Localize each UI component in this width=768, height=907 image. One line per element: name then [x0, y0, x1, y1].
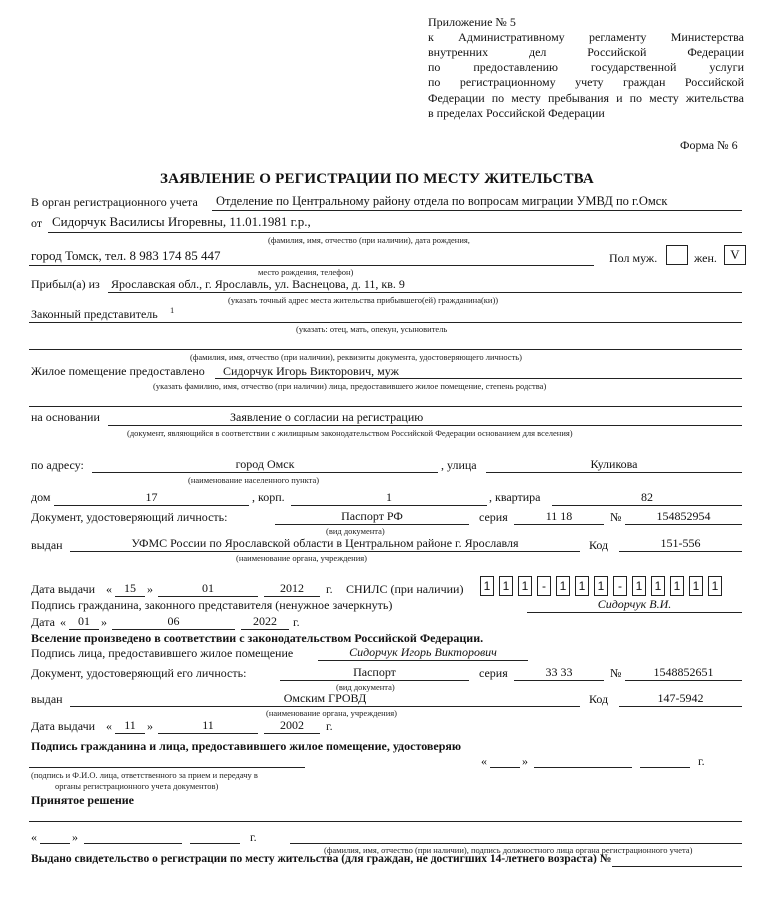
- id-doc-series-value[interactable]: 11 18: [545, 509, 573, 523]
- representative-details-hint: (фамилия, имя, отчество (при наличии), реквизиты документа, удостоверяющего личность): [190, 352, 522, 362]
- provider-doc-issued-label: выдан: [31, 692, 63, 706]
- id-doc-month-value[interactable]: 01: [202, 581, 214, 595]
- snils-cell[interactable]: 1: [480, 576, 494, 596]
- quote-open: «: [106, 582, 112, 596]
- arrived-hint: (указать точный адрес места жительства прибывшего(ей) гражданина(ки)): [228, 295, 499, 305]
- address-street-underline: [486, 472, 742, 473]
- form-title: ЗАЯВЛЕНИЕ О РЕГИСТРАЦИИ ПО МЕСТУ ЖИТЕЛЬСТВА: [160, 171, 594, 187]
- organ-underline: [212, 210, 742, 211]
- form-number: Форма № 6: [680, 138, 738, 152]
- snils-cell[interactable]: -: [613, 576, 627, 596]
- snils-cell[interactable]: 1: [594, 576, 608, 596]
- address-city-hint: (наименование населенного пункта): [188, 475, 320, 485]
- applicant-name-value[interactable]: Сидорчук Василисы Игоревны, 11.01.1981 г.р.,: [52, 214, 311, 229]
- snils-cell[interactable]: 1: [632, 576, 646, 596]
- appendix-line: к Административному регламенту Министерства: [428, 30, 744, 44]
- provider-doc-issued-hint: (наименование органа, учреждения): [266, 708, 398, 718]
- house-label: дом: [31, 490, 51, 504]
- quote-close: »: [522, 754, 528, 768]
- provider-doc-number-label: №: [610, 666, 622, 680]
- provider-doc-number-value[interactable]: 1548852651: [653, 665, 714, 679]
- quote-close: »: [101, 615, 107, 629]
- decision-official-underline[interactable]: [290, 843, 742, 844]
- certify-year-suffix: г.: [698, 754, 705, 768]
- id-doc-number-underline: [625, 524, 742, 525]
- id-doc-number-value[interactable]: 154852954: [656, 509, 711, 523]
- signature-day-underline: [69, 629, 99, 630]
- provider-doc-code-value[interactable]: 147-5942: [657, 691, 704, 705]
- arrived-underline: [108, 292, 742, 293]
- arrived-value[interactable]: Ярославская обл., г. Ярославль, ул. Васнецова, д. 11, кв. 9: [111, 277, 405, 291]
- snils-cell[interactable]: 1: [708, 576, 722, 596]
- id-doc-issued-hint: (наименование органа, учреждения): [236, 553, 368, 563]
- certificate-label: Выдано свидетельство о регистрации по месту жительства (для граждан, не достигших 14-летнего возраста) №: [31, 853, 612, 865]
- id-doc-number-label: №: [610, 510, 622, 524]
- provider-doc-code-label: Код: [589, 692, 609, 706]
- appendix-title: Приложение № 5: [428, 15, 516, 29]
- signature-month-underline: [112, 629, 235, 630]
- id-doc-day-underline: [115, 596, 145, 597]
- representative-label: Законный представитель: [31, 307, 158, 321]
- quote-open: «: [31, 830, 37, 844]
- corp-value[interactable]: 1: [386, 490, 392, 504]
- flat-underline: [552, 505, 742, 506]
- flat-value[interactable]: 82: [641, 490, 653, 504]
- quote-open: «: [481, 754, 487, 768]
- provider-doc-year-value[interactable]: 2002: [280, 718, 304, 732]
- appendix-line: по регистрационному учету граждан Российской: [428, 75, 744, 89]
- organ-label: В орган регистрационного учета: [31, 195, 198, 209]
- id-doc-code-value[interactable]: 151-556: [660, 536, 701, 550]
- snils-cell[interactable]: 1: [499, 576, 513, 596]
- representative-details-underline: [29, 349, 742, 350]
- sex-male-label: Пол муж.: [609, 251, 658, 265]
- signature-year-value[interactable]: 2022: [253, 614, 277, 628]
- id-doc-issued-label: выдан: [31, 538, 63, 552]
- arrived-label: Прибыл(а) из: [31, 277, 100, 291]
- address-label: по адресу:: [31, 458, 84, 472]
- housing-value[interactable]: Сидорчук Игорь Викторович, муж: [223, 364, 399, 378]
- signature-year-underline: [241, 629, 289, 630]
- certify-hint: (подпись и Ф.И.О. лица, ответственного за прием и передачу в: [31, 770, 258, 780]
- decision-label: Принятое решение: [31, 793, 135, 807]
- quote-open: «: [106, 719, 112, 733]
- quote-open: «: [60, 615, 66, 629]
- snils-cell[interactable]: -: [537, 576, 551, 596]
- decision-month-underline[interactable]: [84, 843, 182, 844]
- address-city-value[interactable]: город Омск: [235, 457, 295, 471]
- id-doc-day-value[interactable]: 15: [124, 581, 136, 595]
- basis-value[interactable]: Заявление о согласии на регистрацию: [230, 410, 424, 424]
- decision-day-underline[interactable]: [40, 843, 70, 844]
- appendix-line: Федерации по месту пребывания и по месту жительства: [428, 91, 744, 105]
- id-doc-type-hint: (вид документа): [326, 526, 385, 536]
- birthplace-hint: место рождения, телефон): [258, 267, 354, 277]
- basis-label: на основании: [31, 410, 100, 424]
- id-doc-code-label: Код: [589, 538, 609, 552]
- provider-doc-month-value[interactable]: 11: [202, 718, 214, 732]
- provider-doc-number-underline: [625, 680, 742, 681]
- name-underline: [48, 232, 742, 233]
- quote-close: »: [147, 582, 153, 596]
- provider-signature-underline: [318, 660, 528, 661]
- housing-hint: (указать фамилию, имя, отчество (при наличии) лица, предоставившего жилое помещение, степень родства): [153, 381, 547, 391]
- id-doc-year-underline: [264, 596, 320, 597]
- corp-label: , корп.: [252, 490, 285, 504]
- provider-doc-series-underline: [514, 680, 604, 681]
- provider-doc-series-value[interactable]: 33 33: [545, 665, 573, 679]
- provider-doc-label: Документ, удостоверяющий его личность:: [31, 666, 247, 680]
- provider-doc-day-value[interactable]: 11: [124, 718, 136, 732]
- id-doc-year-value[interactable]: 2012: [280, 581, 304, 595]
- organ-value[interactable]: Отделение по Центральному району отдела по вопросам миграции УМВД по г.Омск: [216, 194, 668, 208]
- birthplace-value[interactable]: город Томск, тел. 8 983 174 85 447: [31, 248, 221, 263]
- provider-doc-year-suffix: г.: [326, 719, 333, 733]
- birthplace-underline: [29, 265, 594, 266]
- provider-doc-year-underline: [264, 733, 320, 734]
- basis-underline: [108, 425, 742, 426]
- certify-heading: Подпись гражданина и лица, предоставившего жилое помещение, удостоверяю: [31, 739, 462, 753]
- id-doc-year-suffix: г.: [326, 582, 333, 596]
- provider-doc-issued-underline: [70, 706, 580, 707]
- provider-doc-day-underline: [115, 733, 145, 734]
- quote-close: »: [72, 830, 78, 844]
- snils-cell[interactable]: 1: [575, 576, 589, 596]
- snils-cell[interactable]: 1: [689, 576, 703, 596]
- address-street-value[interactable]: Куликова: [590, 457, 638, 471]
- id-doc-issued-value[interactable]: УФМС России по Ярославской области в Центральном районе г. Ярославля: [131, 536, 519, 550]
- id-doc-series-label: серия: [479, 510, 508, 524]
- sex-male-checkbox[interactable]: [666, 245, 688, 265]
- appendix-line: в пределах Российской Федерации: [428, 106, 605, 120]
- decision-hint: (фамилия, имя, отчество (при наличии), подпись должностного лица органа регистрационного учета): [324, 845, 693, 855]
- signature-day-value[interactable]: 01: [78, 614, 90, 628]
- provider-doc-series-label: серия: [479, 666, 508, 680]
- sex-female-label: жен.: [694, 251, 717, 265]
- decision-year-suffix: г.: [250, 830, 257, 844]
- corp-underline: [291, 505, 487, 506]
- from-label: от: [31, 216, 43, 230]
- housing-underline: [215, 378, 742, 379]
- snils-cell[interactable]: 1: [651, 576, 665, 596]
- provider-doc-date-label: Дата выдачи: [31, 719, 96, 733]
- decision-year-underline[interactable]: [190, 843, 240, 844]
- appendix-line: по предоставлению государственной услуги: [428, 60, 744, 74]
- id-doc-date-label: Дата выдачи: [31, 582, 96, 596]
- decision-underline[interactable]: [29, 821, 742, 822]
- id-doc-type-underline: [275, 524, 469, 525]
- housing-extra-underline: [29, 406, 742, 407]
- id-doc-month-underline: [158, 596, 258, 597]
- certify-month-underline[interactable]: [534, 767, 632, 768]
- provider-doc-type-hint: (вид документа): [336, 682, 395, 692]
- provider-doc-type-underline: [280, 680, 469, 681]
- representative-hint: (указать: отец, мать, опекун, усыновитель: [296, 324, 448, 334]
- provider-doc-month-underline: [158, 733, 258, 734]
- signature-year-suffix: г.: [293, 615, 300, 629]
- signature-value[interactable]: Сидорчук В.И.: [597, 597, 672, 611]
- house-underline: [54, 505, 249, 506]
- certify-signature-underline: [29, 767, 305, 768]
- name-hint: (фамилия, имя, отчество (при наличии), дата рождения,: [268, 235, 470, 245]
- id-doc-issued-underline: [70, 551, 580, 552]
- flat-label: , квартира: [489, 490, 541, 504]
- provider-signature-value[interactable]: Сидорчук Игорь Викторович: [349, 645, 497, 659]
- address-city-underline: [92, 472, 438, 473]
- snils-cell[interactable]: 1: [670, 576, 684, 596]
- house-value[interactable]: 17: [145, 490, 158, 504]
- footnote-mark: 1: [170, 305, 175, 315]
- settlement-statement: Вселение произведено в соответствии с законодательством Российской Федерации.: [31, 631, 484, 645]
- snils-cell[interactable]: 1: [556, 576, 570, 596]
- snils-label: СНИЛС (при наличии): [346, 582, 464, 596]
- appendix-line: внутренних дел Российской Федерации: [428, 45, 744, 59]
- housing-label: Жилое помещение предоставлено: [31, 364, 205, 378]
- certify-hint: органы регистрационного учета документов): [55, 781, 219, 791]
- signature-underline: [527, 612, 742, 613]
- basis-hint: (документ, являющийся в соответствии с жилищным законодательством Российской Федерации основанием для вселения): [127, 428, 573, 438]
- snils-cell[interactable]: 1: [518, 576, 532, 596]
- certificate-number-underline[interactable]: [612, 866, 742, 867]
- id-doc-code-underline: [619, 551, 742, 552]
- provider-signature-label: Подпись лица, предоставившего жилое помещение: [31, 646, 294, 660]
- id-doc-series-underline: [514, 524, 604, 525]
- address-street-label: , улица: [441, 458, 477, 472]
- id-doc-type-value[interactable]: Паспорт РФ: [341, 509, 403, 523]
- quote-close: »: [147, 719, 153, 733]
- certify-year-underline[interactable]: [640, 767, 690, 768]
- id-doc-label: Документ, удостоверяющий личность:: [31, 510, 228, 524]
- signature-date-label: Дата: [31, 615, 55, 629]
- provider-doc-code-underline: [619, 706, 742, 707]
- certify-day-underline[interactable]: [490, 767, 520, 768]
- representative-underline: [29, 322, 742, 323]
- provider-doc-issued-value[interactable]: Омским ГРОВД: [283, 691, 367, 705]
- sex-female-checkbox[interactable]: V: [724, 245, 746, 265]
- provider-doc-type-value[interactable]: Паспорт: [353, 665, 396, 679]
- signature-month-value[interactable]: 06: [167, 614, 180, 628]
- signature-label: Подпись гражданина, законного представителя (ненужное зачеркнуть): [31, 598, 393, 612]
